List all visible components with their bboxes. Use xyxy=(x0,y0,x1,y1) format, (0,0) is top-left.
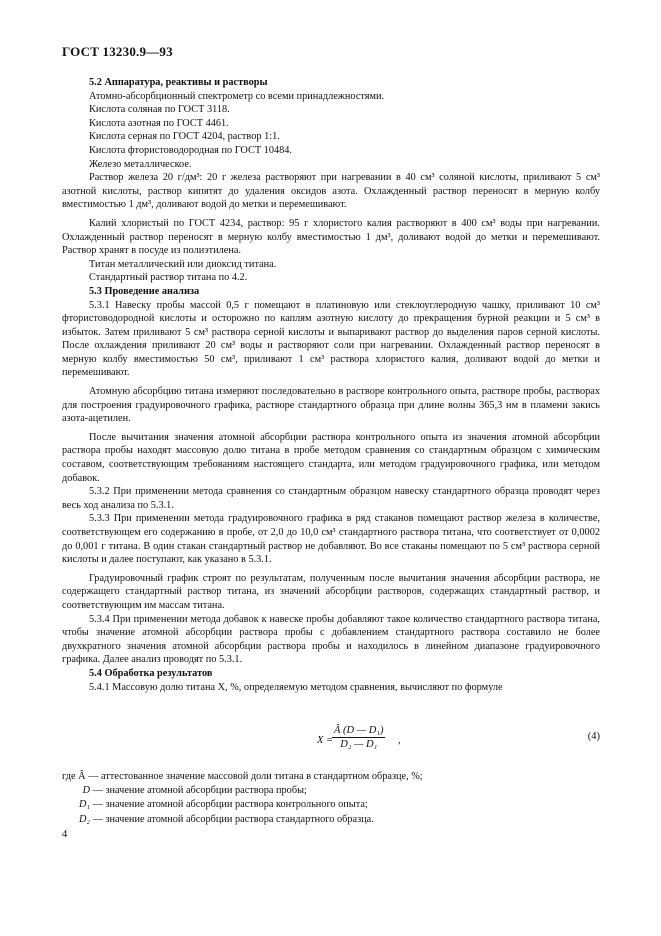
formula-number: (4) xyxy=(587,731,600,742)
legend-description: — значение атомной абсорбции раствора стандартного образца. xyxy=(92,813,374,825)
paragraph-5-4-1: 5.4.1 Массовую долю титана X, %, определяемую методом сравнения, вычисляют по формуле xyxy=(89,681,503,693)
standard-solution-line: Стандартный раствор титана по 4.2. xyxy=(89,272,248,284)
equipment-line: Кислота соляная по ГОСТ 3118. xyxy=(89,104,230,116)
equipment-line: Кислота серная по ГОСТ 4204, раствор 1:1. xyxy=(89,131,280,143)
titanium-line: Титан металлический или диоксид титана. xyxy=(89,258,277,270)
legend-row xyxy=(62,798,600,812)
legend-row xyxy=(62,784,600,798)
section-5-2-title: 5.2 Аппаратура, реактивы и растворы xyxy=(89,77,268,88)
equipment-line: Кислота фтористоводородная по ГОСТ 10484. xyxy=(89,144,292,156)
variable-legend xyxy=(62,770,600,827)
formula-denominator: D₂ — D₁ xyxy=(340,739,378,750)
equipment-line: Кислота азотная по ГОСТ 4461. xyxy=(89,117,229,129)
legend-symbol: D₂ xyxy=(78,813,90,825)
section-5-3-title: 5.3 Проведение анализа xyxy=(89,285,200,297)
equipment-line: Атомно-абсорбционный спектрометр со всеми принадлежностями. xyxy=(89,90,385,102)
kcl-solution-paragraph: Калий хлористый по ГОСТ 4234, раствор: 95 г хлористого калия растворяют в 400 см³ воды при нагревании. Охлажденный раствор переносят в мерную колбу вместимостью 1 дм³, доливают водой до метки и перемешивают. Раствор хранят в посуде из полиэтилена. xyxy=(62,217,600,257)
formula-numerator: Â (D — D₁) xyxy=(334,725,384,736)
legend-symbol: где Â xyxy=(62,771,86,782)
paragraph-5-3-4: 5.3.4 При применении метода добавок к навеске пробы добавляют такое количество стандартного раствора титана, чтобы значение атомной абсорбции раствора пробы с добавлением стандартного раствора составило не более двухкратного значения атомной абсорбции раствора пробы и находилось в линейном диапазоне градуировочного графика. Далее анализ проводят по 5.3.1. xyxy=(62,613,600,666)
legend-symbol: D xyxy=(82,785,90,797)
legend-description: — аттестованное значение массовой доли титана в стандартном образце, %; xyxy=(88,771,423,782)
standard-header: ГОСТ 13230.9—93 xyxy=(62,44,173,59)
formula-4 xyxy=(62,723,600,763)
absorption-paragraph: Атомную абсорбцию титана измеряют последовательно в растворе контрольного опыта, растворе пробы, растворах для построения градуировочного графика, растворе стандартного образца при длине волны 365,3 нм в пламени закись азота-ацетилен. xyxy=(62,386,600,425)
formula-lhs: X = xyxy=(317,735,334,746)
paragraph-5-3-2: 5.3.2 При применении метода сравнения со стандартным образцом навеску стандартного образца проводят через весь ход анализа по 5.3.1. xyxy=(62,486,600,511)
legend-description: — значение атомной абсорбции раствора контрольного опыта; xyxy=(92,799,368,811)
legend-row xyxy=(62,770,600,784)
section-5-4-title: 5.4 Обработка результатов xyxy=(89,667,213,679)
equipment-line: Железо металлическое. xyxy=(89,158,192,170)
iron-solution-paragraph: Раствор железа 20 г/дм³: 20 г железа растворяют при нагревании в 40 см³ соляной кислоты, приливают 5 см³ азотной кислоты, раствор кипятят до удаления оксидов азота. Охлажденный раствор переносят в мерную колбу вместимостью 1 дм³, доливают водой до метки и перемешивают. xyxy=(62,172,600,211)
paragraph-5-3-3: 5.3.3 При применении метода градуировочного графика в ряд стаканов помещают раствор железа в количестве, соответствующем его содержанию в пробе, от 2,0 до 10,0 см³ стандартного раствора титана, что соответствует от 0,0002 до 0,001 г титана. В один стакан стандартный раствор не добавляют. Во все стаканы помещают по 5 см³ раствора серной кислоты и далее поступают, как указано в 5.3.1. xyxy=(62,513,600,566)
page-number: 4 xyxy=(62,829,68,840)
paragraph-5-3-1: 5.3.1 Навеску пробы массой 0,5 г помещают в платиновую или стеклоуглеродную чашку, приливают 10 см³ фтористоводородной кислоты и осторожно по каплям азотную кислоту до прекращения бурной реакции и 5 см³ в избыток. Затем приливают 5 см³ раствора серной кислоты и выпаривают раствор до выделения паров серной кислоты. После охлаждения приливают 20 см³ воды и растворяют соли при нагревании. Охлажденный раствор переносят в мерную колбу вместимостью 50 см³, приливают 1 см³ раствора хлористого калия, доливают водой до метки и перемешивают. xyxy=(62,299,600,379)
formula-fraction xyxy=(332,725,385,750)
legend-description: — значение атомной абсорбции раствора пробы; xyxy=(92,785,307,797)
legend-symbol: D₁ xyxy=(78,799,90,811)
subtraction-paragraph: После вычитания значения атомной абсорбции раствора контрольного опыта из значения атомной абсорбции раствора пробы находят массовую долю титана в пробе методом сравнения со стандартным образцом с химическим составом, соответствующим требованиям настоящего стандарта, или методом градуировочного графика, или методом добавок. xyxy=(62,431,600,484)
legend-row xyxy=(62,813,600,827)
calibration-graph-paragraph: Градуировочный график строят по результатам, полученным после вычитания значения абсорбции раствора, не содержащего стандартный раствор титана, из значений абсорбции растворов, содержащих стандартный раствор, и соответствующим им массам титана. xyxy=(62,572,600,611)
formula-comma: , xyxy=(398,735,401,746)
document-body xyxy=(62,76,600,694)
